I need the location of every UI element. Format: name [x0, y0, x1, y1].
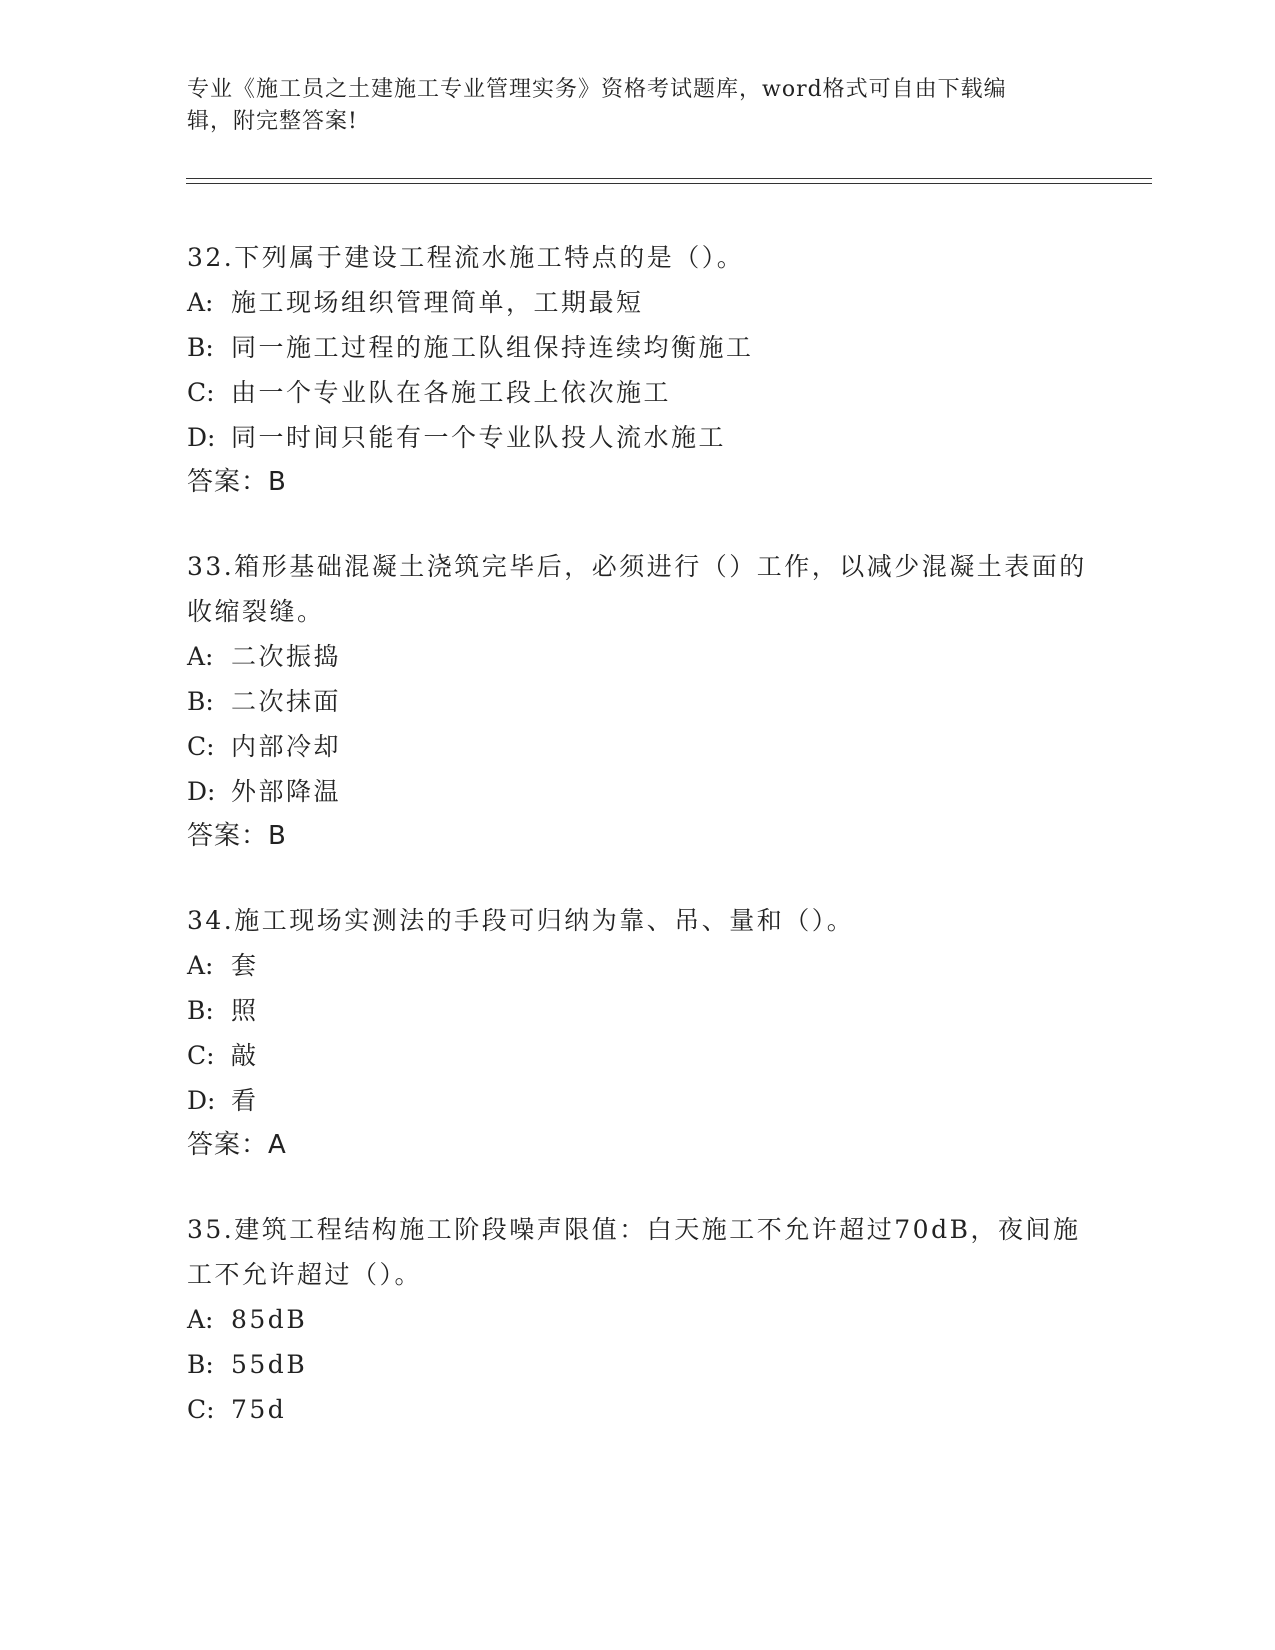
option-letter: C:	[187, 1041, 215, 1070]
option-b	[187, 679, 1087, 724]
header-line-2: 辑，附完整答案!	[187, 109, 358, 134]
question-33	[187, 544, 1087, 858]
option-letter: C:	[187, 1395, 215, 1424]
option-text: 看	[231, 1086, 259, 1115]
option-letter: B:	[187, 1350, 214, 1379]
option-text: 55dB	[231, 1350, 308, 1379]
option-b	[187, 325, 1087, 370]
question-35	[187, 1207, 1087, 1432]
answer-label: 答案：B	[187, 821, 287, 851]
question-list	[187, 235, 1087, 1472]
option-letter: A:	[187, 642, 214, 671]
option-b	[187, 1342, 1087, 1387]
question-stem: 34.施工现场实测法的手段可归纳为靠、吊、量和（）。	[187, 906, 855, 935]
option-letter: B:	[187, 333, 214, 362]
option-d	[187, 415, 1087, 460]
question-stem: 32.下列属于建设工程流水施工特点的是（）。	[187, 243, 745, 272]
option-b	[187, 988, 1087, 1033]
option-c	[187, 370, 1087, 415]
option-text: 内部冷却	[231, 732, 342, 761]
option-text: 同一施工过程的施工队组保持连续均衡施工	[231, 333, 754, 362]
option-d	[187, 769, 1087, 814]
option-letter: D:	[187, 1086, 216, 1115]
option-text: 同一时间只能有一个专业队投人流水施工	[231, 423, 727, 452]
document-header	[187, 74, 1067, 138]
question-34	[187, 898, 1087, 1167]
option-d	[187, 1078, 1087, 1123]
header-rule-bottom	[186, 183, 1152, 184]
option-text: 85dB	[231, 1305, 308, 1334]
header-rule-top	[186, 178, 1152, 179]
option-text: 外部降温	[231, 777, 342, 806]
option-text: 由一个专业队在各施工段上依次施工	[231, 378, 672, 407]
option-letter: B:	[187, 687, 214, 716]
option-text: 敲	[231, 1041, 259, 1070]
option-letter: A:	[187, 288, 214, 317]
option-letter: D:	[187, 777, 216, 806]
option-a	[187, 943, 1087, 988]
option-letter: C:	[187, 378, 215, 407]
option-text: 施工现场组织管理简单，工期最短	[231, 288, 644, 317]
option-c	[187, 1033, 1087, 1078]
option-letter: D:	[187, 423, 216, 452]
question-stem: 33.箱形基础混凝土浇筑完毕后，必须进行（）工作，以减少混凝土表面的收缩裂缝。	[187, 552, 1087, 626]
answer-label: 答案：A	[187, 1130, 287, 1160]
option-text: 二次振捣	[231, 642, 342, 671]
option-a	[187, 634, 1087, 679]
option-letter: C:	[187, 732, 215, 761]
option-letter: A:	[187, 951, 214, 980]
header-line-1: 专业《施工员之土建施工专业管理实务》资格考试题库，word格式可自由下载编	[187, 77, 1007, 102]
option-text: 照	[231, 996, 259, 1025]
option-a	[187, 1297, 1087, 1342]
option-c	[187, 1387, 1087, 1432]
option-c	[187, 724, 1087, 769]
option-letter: A:	[187, 1305, 214, 1334]
answer-label: 答案：B	[187, 467, 287, 497]
option-letter: B:	[187, 996, 214, 1025]
question-32	[187, 235, 1087, 504]
option-text: 二次抹面	[231, 687, 342, 716]
option-text: 套	[231, 951, 259, 980]
question-stem: 35.建筑工程结构施工阶段噪声限值：白天施工不允许超过70dB，夜间施工不允许超过（）。	[187, 1215, 1081, 1289]
option-a	[187, 280, 1087, 325]
option-text: 75d	[231, 1395, 287, 1424]
